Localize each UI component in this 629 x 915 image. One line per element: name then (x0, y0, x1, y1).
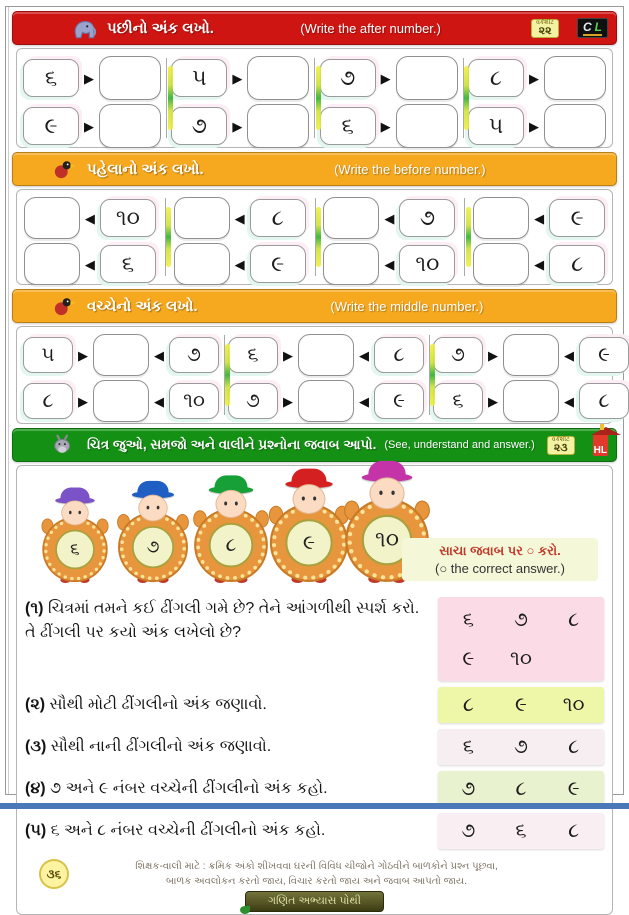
doll-face (61, 500, 89, 525)
question-3 (25, 729, 604, 765)
middle-trio (226, 378, 426, 424)
column-divider (458, 195, 470, 279)
doll-number-shield (120, 514, 186, 580)
answer-option[interactable]: ૧૦ (562, 694, 585, 716)
answer-write-box[interactable] (247, 104, 309, 148)
column-divider (309, 195, 321, 279)
given-number-box: ૯ (23, 107, 79, 145)
section-title-english: (Write the before number.) (334, 161, 486, 177)
column-divider (221, 332, 226, 418)
given-number-box: ૯ (374, 383, 424, 419)
answer-write-box[interactable] (99, 104, 161, 148)
given-number-box: ૯ (250, 245, 306, 283)
answer-option[interactable]: ૭ (514, 608, 528, 631)
doll-face (215, 490, 246, 518)
answer-options-box (438, 771, 604, 807)
given-number-box: ૮ (374, 337, 424, 373)
worksheet-number: ૨૩ (553, 441, 568, 454)
doll-face (369, 477, 404, 509)
given-number-box: ૭ (320, 59, 376, 97)
donkey-icon (49, 432, 79, 458)
given-number-box: ૫ (468, 107, 524, 145)
arrow-left-icon: ◀ (534, 210, 545, 226)
bird-icon (49, 293, 79, 319)
answer-write-box[interactable] (24, 197, 80, 239)
middle-trio (226, 332, 426, 378)
exercise-before-panel (16, 189, 613, 285)
section-title: પછીનો અંક લખો. (107, 19, 214, 37)
after-pair (318, 54, 460, 102)
section-title-english: (See, understand and answer.) (384, 439, 535, 451)
answer-options-box (438, 729, 604, 765)
arrow-left-icon: ◀ (84, 210, 95, 226)
arrow-right-icon: ▶ (488, 347, 498, 363)
middle-trio (431, 378, 629, 424)
section-title-english: (Write the after number.) (300, 20, 441, 36)
arrow-left-icon: ◀ (359, 347, 369, 363)
answer-write-box[interactable] (174, 243, 230, 285)
arrow-right-icon: ▶ (84, 118, 94, 134)
column-divider (163, 54, 169, 142)
after-pair (318, 102, 460, 150)
section-header-before (12, 152, 617, 186)
answer-option[interactable]: ૯ (462, 647, 475, 670)
answer-option[interactable]: ૭ (514, 736, 528, 758)
given-number-box: ૬ (320, 107, 376, 145)
answer-write-box[interactable] (93, 334, 149, 376)
section-header-after (12, 11, 617, 45)
question-5 (25, 813, 604, 849)
teacher-note-line2: બાળક અવલોકન કરતો જાય, વિચાર કરતો જાય અને જવાબ આપતો જાય. (165, 876, 468, 887)
column-divider (311, 54, 317, 142)
answer-write-box[interactable] (298, 380, 354, 422)
arrow-right-icon: ▶ (84, 70, 94, 86)
answer-write-box[interactable] (544, 56, 606, 100)
page-number-badge: ૩૬ (39, 859, 69, 889)
arrow-right-icon: ▶ (528, 70, 539, 86)
given-number-box: ૫ (171, 59, 227, 97)
answer-option[interactable]: ૮ (462, 694, 474, 716)
given-number-box: ૧૦ (169, 383, 219, 419)
section-title: પહેલાનો અંક લખો. (87, 160, 204, 178)
answer-write-box[interactable] (473, 243, 529, 285)
answer-write-box[interactable] (24, 243, 80, 285)
before-pair (321, 195, 457, 241)
worksheet-number: ૨૨ (538, 24, 552, 37)
given-number-box: ૬ (228, 337, 278, 373)
before-pair (471, 241, 607, 287)
question-text: (૫) ૬ અને ૮ નંબર વચ્ચેની ઢીંગલીનો અંક કહો. (25, 822, 326, 839)
doll-7 (120, 481, 186, 583)
arrow-right-icon: ▶ (488, 393, 498, 409)
answer-option[interactable]: ૭ (461, 820, 476, 842)
section-header-picture (12, 428, 617, 462)
arrow-left-icon: ◀ (384, 256, 395, 272)
bottom-blue-strip (0, 803, 629, 809)
answer-write-box[interactable] (298, 334, 354, 376)
answer-write-box[interactable] (396, 56, 458, 100)
given-number-box: ૮ (250, 199, 306, 237)
answer-write-box[interactable] (247, 56, 309, 100)
question-4 (25, 771, 604, 807)
teacher-note (69, 859, 564, 889)
arrow-left-icon: ◀ (534, 256, 545, 272)
answer-write-box[interactable] (323, 243, 379, 285)
answer-option[interactable]: ૮ (568, 736, 580, 758)
instruction-english: (○ the correct answer.) (435, 561, 565, 576)
worksheet-badge (531, 19, 559, 38)
instruction-box (402, 538, 598, 581)
given-number-box: ૮ (549, 245, 605, 283)
exercise-middle-panel (16, 326, 613, 424)
answer-option[interactable]: ૬ (462, 736, 474, 758)
worksheet-label: વર્કશીટ (536, 19, 554, 26)
given-number-box: ૭ (171, 107, 227, 145)
answer-write-box[interactable] (93, 380, 149, 422)
before-pair (471, 195, 607, 241)
arrow-right-icon: ▶ (380, 70, 391, 86)
doll-number: ૮ (225, 534, 237, 556)
arrow-right-icon: ▶ (232, 70, 243, 86)
answer-write-box[interactable] (503, 380, 559, 422)
answer-options-box (438, 687, 604, 723)
column-divider (460, 54, 466, 142)
doll-face (293, 484, 326, 514)
section-header-middle (12, 289, 617, 323)
answer-write-box[interactable] (174, 197, 230, 239)
given-number-box: ૮ (579, 383, 629, 419)
before-pair (22, 241, 158, 287)
answer-write-box[interactable] (99, 56, 161, 100)
doll-number: ૯ (302, 530, 316, 554)
answer-option[interactable]: ૯ (515, 694, 527, 716)
arrow-right-icon: ▶ (380, 118, 391, 134)
page-footer (39, 859, 590, 889)
answer-write-box[interactable] (396, 104, 458, 148)
question-text: (૧) ચિત્રમાં તમને કઈ ઢીંગલી ગમે છે? તેને આંગળીથી સ્પર્શ કરો. તે ઢીંગલી પર કયો અંક લખેલો છે? (25, 600, 420, 641)
doll-8 (196, 475, 266, 583)
arrow-left-icon: ◀ (234, 210, 245, 226)
given-number-box: ૭ (169, 337, 219, 373)
answer-options-box (438, 813, 604, 849)
teacher-note-line1: શિક્ષક-વાલી માટે : ક્રમિક અંકો શીખવવા ઘરની વિવિધ ચીજોને ગોઠવીને બાળકોને પ્રશ્ન પૂછવા, (135, 861, 498, 872)
elephant-icon (69, 15, 99, 41)
after-pair (466, 54, 608, 102)
arrow-left-icon: ◀ (154, 393, 164, 409)
after-pair (169, 102, 311, 150)
arrow-left-icon: ◀ (359, 393, 369, 409)
given-number-box: ૮ (468, 59, 524, 97)
picture-question-panel (16, 465, 613, 915)
answer-option[interactable]: ૬ (462, 608, 474, 631)
arrow-left-icon: ◀ (234, 256, 245, 272)
answer-options-box (438, 597, 604, 681)
before-pair (22, 195, 158, 241)
after-pair (21, 54, 163, 102)
answer-option[interactable]: ૮ (515, 778, 527, 800)
worksheet-badge (547, 436, 575, 455)
doll-9 (272, 469, 346, 583)
middle-trio (21, 332, 221, 378)
before-pair (321, 241, 457, 287)
before-pair (172, 241, 308, 287)
doll-6 (44, 488, 106, 583)
answer-option[interactable]: ૮ (568, 820, 580, 842)
answer-write-box[interactable] (544, 104, 606, 148)
question-list (25, 597, 604, 849)
answer-option[interactable]: ૮ (568, 608, 580, 631)
doll-face (138, 495, 167, 522)
answer-write-box[interactable] (323, 197, 379, 239)
middle-trio (431, 332, 629, 378)
doll-number: ૧૦ (374, 527, 400, 552)
arrow-left-icon: ◀ (154, 347, 164, 363)
given-number-box: ૫ (23, 337, 73, 373)
cl-badge-c: C (582, 20, 592, 34)
question-text: (૩) સૌથી નાની ઢીંગલીનો અંક જણાવો. (25, 738, 272, 755)
arrow-left-icon: ◀ (564, 347, 574, 363)
answer-option[interactable]: ૯ (567, 778, 580, 800)
after-pair (21, 102, 163, 150)
arrow-right-icon: ▶ (78, 347, 88, 363)
given-number-box: ૭ (228, 383, 278, 419)
question-text: (૪) ૭ અને ૯ નંબર વચ્ચેની ઢીંગલીનો અંક કહો. (25, 780, 328, 797)
worksheet-page (5, 6, 624, 907)
doll-number: ૬ (70, 539, 80, 559)
section-title: વચ્ચેનો અંક લખો. (87, 297, 198, 315)
given-number-box: ૬ (100, 245, 156, 283)
section-title-english: (Write the middle number.) (330, 298, 484, 314)
arrow-right-icon: ▶ (283, 347, 293, 363)
question-text: (૨) સૌથી મોટી ઢીંગલીનો અંક જણાવો. (25, 696, 267, 713)
answer-option[interactable]: ૭ (461, 778, 476, 800)
question-1 (25, 597, 604, 681)
arrow-right-icon: ▶ (232, 118, 243, 134)
arrow-right-icon: ▶ (528, 118, 539, 134)
doll-number: ૭ (146, 536, 160, 557)
arrow-left-icon: ◀ (564, 393, 574, 409)
middle-trio (21, 378, 221, 424)
given-number-box: ૮ (23, 383, 73, 419)
given-number-box: ૯ (579, 337, 629, 373)
answer-write-box[interactable] (503, 334, 559, 376)
section-title: ચિત્ર જુઓ, સમજો અને વાલીને પ્રશ્નોના જવાબ આપો. (87, 437, 377, 452)
answer-option[interactable]: ૧૦ (510, 647, 532, 670)
answer-option[interactable]: ૬ (515, 820, 527, 842)
before-pair (172, 195, 308, 241)
given-number-box: ૧૦ (100, 199, 156, 237)
arrow-right-icon: ▶ (283, 393, 293, 409)
doll-number-shield (196, 510, 266, 580)
given-number-box: ૧૦ (399, 245, 455, 283)
arrow-left-icon: ◀ (384, 210, 395, 226)
worksheet-label: વર્કશીટ (551, 436, 570, 443)
arrow-left-icon: ◀ (84, 256, 95, 272)
given-number-box: ૬ (433, 383, 483, 419)
hl-badge: HL (593, 434, 608, 456)
doll-number-shield (44, 519, 106, 581)
instruction-gujarati: સાચા જવાબ પર ○ કરો. (439, 543, 561, 558)
footer-banner: ગણિત અભ્યાસ પોથી (245, 891, 384, 912)
given-number-box: ૬ (23, 59, 79, 97)
given-number-box: ૭ (433, 337, 483, 373)
cl-badge-l: L (594, 20, 602, 34)
doll-number-shield (272, 506, 346, 580)
given-number-box: ૯ (549, 199, 605, 237)
after-pair (466, 102, 608, 150)
answer-write-box[interactable] (473, 197, 529, 239)
exercise-after-panel (16, 48, 613, 148)
bird-icon (49, 156, 79, 182)
column-divider (426, 332, 431, 418)
after-pair (169, 54, 311, 102)
column-divider (159, 195, 171, 279)
arrow-right-icon: ▶ (78, 393, 88, 409)
question-2 (25, 687, 604, 723)
given-number-box: ૭ (399, 199, 455, 237)
cl-badge (577, 18, 608, 38)
